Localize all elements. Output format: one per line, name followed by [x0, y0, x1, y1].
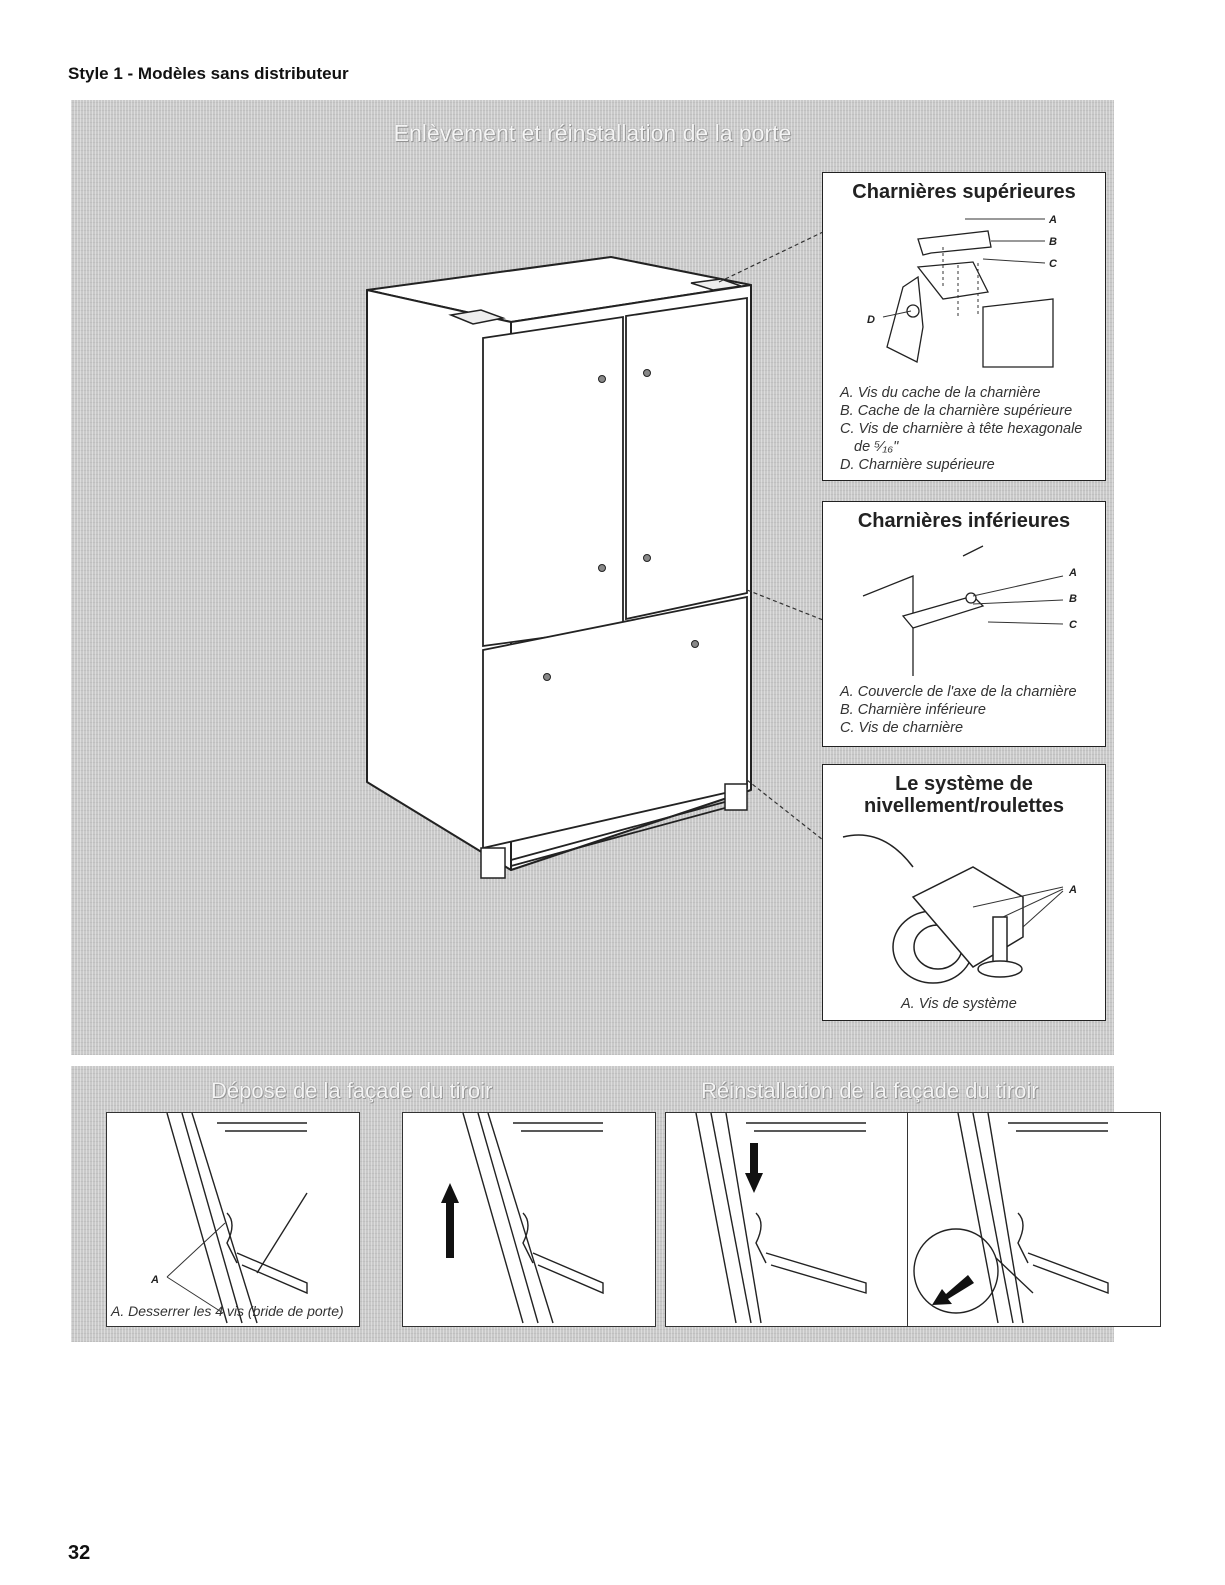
- lower-callout-c: C: [1069, 619, 1077, 631]
- legend-item: D. Charnière supérieure: [840, 457, 995, 473]
- drawer-callout-a: A: [151, 1274, 159, 1286]
- upper-hinges-legend: [840, 384, 1082, 474]
- upper-callout-c: C: [1049, 258, 1057, 270]
- arrow-down-icon: [745, 1143, 763, 1193]
- leveling-title-line1: Le système de: [895, 773, 1033, 795]
- legend-item: A. Vis du cache de la charnière: [840, 385, 1041, 401]
- drawer-removal-step-1: [106, 1112, 360, 1327]
- legend-item: C. Vis de charnière: [840, 720, 964, 736]
- lower-callout-a: A: [1069, 567, 1077, 579]
- lower-hinges-title: Charnières inférieures: [857, 510, 1071, 532]
- legend-item: B. Cache de la charnière supérieure: [840, 403, 1073, 419]
- upper-hinge-diagram: [823, 207, 1104, 377]
- drawer-reinstall-step-2-illustration: [908, 1113, 1159, 1325]
- lower-hinges-legend: [840, 683, 1077, 737]
- lower-callout-b: B: [1069, 593, 1077, 605]
- drawer-reinstall-step-1: [665, 1112, 919, 1327]
- drawer-removal-step-2-illustration: [403, 1113, 654, 1325]
- leveling-callout: [822, 764, 1106, 1021]
- legend-item: B. Charnière inférieure: [840, 702, 986, 718]
- drawer-front-panel: [71, 1066, 1114, 1342]
- upper-hinges-callout: [822, 172, 1106, 481]
- drawer-removal-caption: A. Desserrer les 4 vis (bride de porte): [111, 1303, 344, 1319]
- drawer-reinstall-step-1-illustration: [666, 1113, 917, 1325]
- leveling-diagram: [823, 817, 1104, 987]
- drawer-removal-step-1-illustration: [107, 1113, 358, 1325]
- lower-hinge-diagram: [823, 536, 1104, 676]
- leveling-legend: A. Vis de système: [901, 996, 1017, 1012]
- upper-hinges-title: Charnières supérieures: [852, 181, 1076, 203]
- arrow-up-icon: [441, 1183, 459, 1258]
- leveling-title-line2: nivellement/roulettes: [863, 795, 1065, 817]
- lower-hinges-callout: [822, 501, 1106, 747]
- drawer-removal-step-2: [402, 1112, 656, 1327]
- drawer-removal-title: Dépose de la façade du tiroir: [211, 1078, 493, 1103]
- leveling-title: [823, 773, 1105, 817]
- upper-callout-d: D: [867, 314, 875, 326]
- leveling-callout-a: A: [1069, 884, 1077, 896]
- upper-callout-a: A: [1049, 214, 1057, 226]
- legend-item: C. Vis de charnière à tête hexagonale: [840, 421, 1083, 437]
- drawer-reinstall-step-2: [907, 1112, 1161, 1327]
- upper-callout-b: B: [1049, 236, 1057, 248]
- section-header: Style 1 - Modèles sans distributeur: [68, 64, 349, 83]
- drawer-reinstall-title: Réinstallation de la façade du tiroir: [701, 1078, 1039, 1103]
- legend-item: A. Couvercle de l'axe de la charnière: [840, 684, 1077, 700]
- arrow-diagonal-icon: [932, 1275, 974, 1305]
- door-removal-title: Enlèvement et réinstallation de la porte: [393, 120, 792, 146]
- legend-item: de ⁵⁄₁₆": [854, 439, 899, 455]
- page-number: 32: [68, 1542, 91, 1564]
